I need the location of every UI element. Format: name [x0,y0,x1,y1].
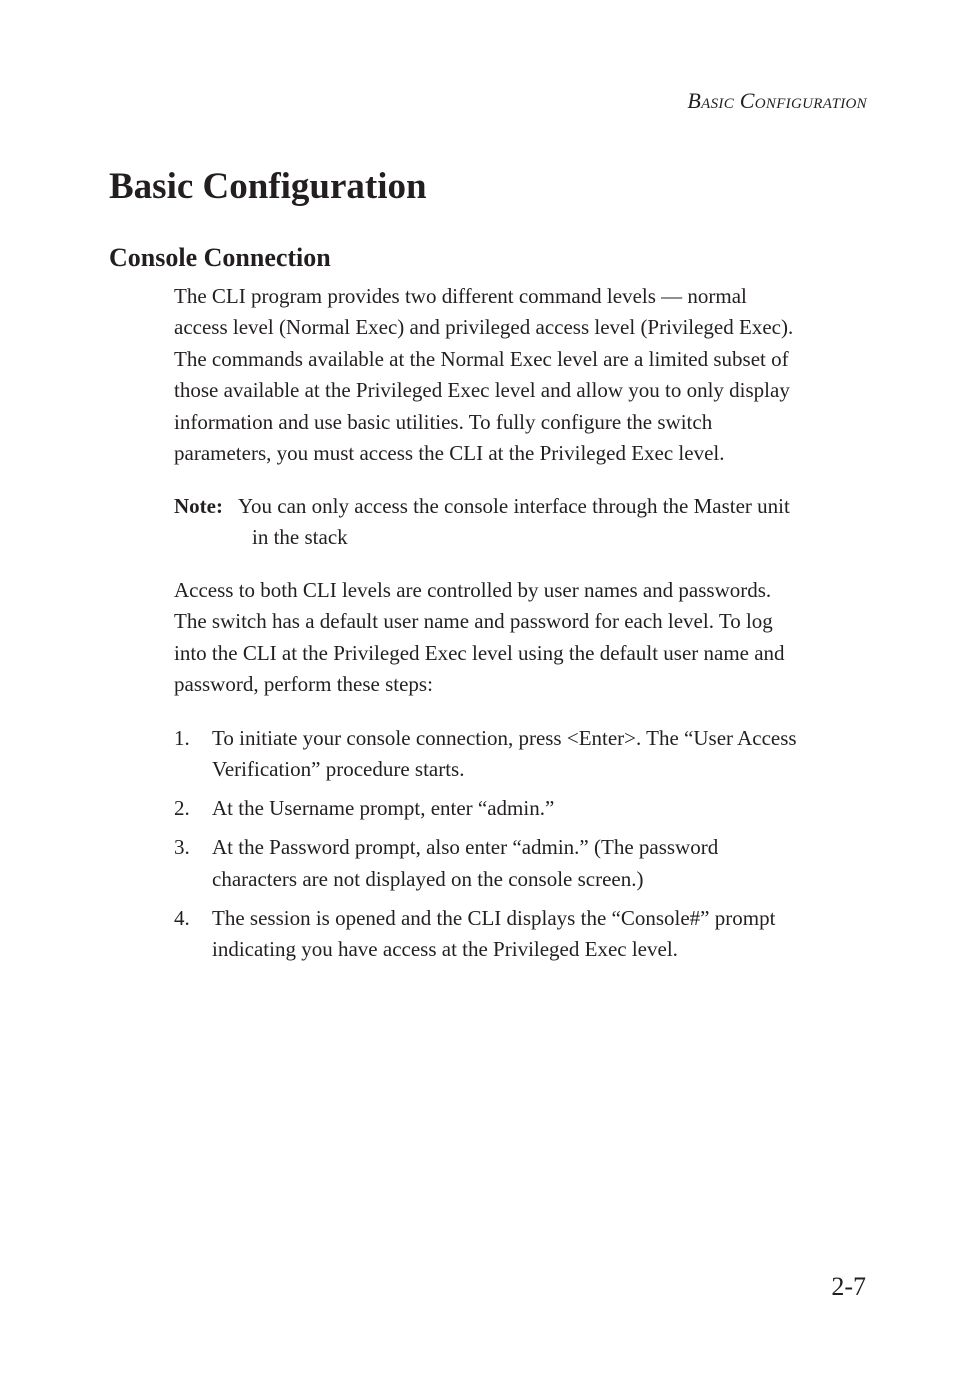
paragraph-line: into the CLI at the Privileged Exec level using the default user name and [174,640,785,665]
step-line: characters are not displayed on the console screen.) [212,866,644,891]
note-line-1 [174,491,874,522]
list-item [174,903,874,966]
step-line: Verification” procedure starts. [212,757,465,782]
step-line: At the Username prompt, enter “admin.” [212,796,555,821]
page-title: Basic Configuration [109,166,427,207]
paragraph-line: password, perform these steps: [174,672,433,697]
step-number: 1. [174,726,190,750]
paragraph-line: parameters, you must access the CLI at the Privileged Exec level. [174,441,725,466]
note-block [174,491,874,554]
step-number: 2. [174,796,190,821]
login-paragraph [174,575,874,701]
list-item [174,793,874,824]
list-item [174,832,874,895]
step-line: At the Password prompt, also enter “admin.” (The password [212,835,719,860]
step-line: To initiate your console connection, press <Enter>. The “User Access [212,726,797,750]
note-label: Note: [174,494,223,518]
paragraph-line: The commands available at the Normal Exec level are a limited subset of [174,346,789,371]
paragraph-line: The CLI program provides two different command levels — normal [174,284,747,308]
paragraph-line: information and use basic utilities. To fully configure the switch [174,409,713,434]
paragraph-line: Access to both CLI levels are controlled by user names and passwords. [174,578,772,602]
list-item [174,723,874,786]
page-number: 2-7 [831,1272,866,1301]
step-number: 3. [174,835,190,860]
intro-paragraph [174,281,874,469]
note-text: You can only access the console interface through the Master unit [237,494,790,518]
note-line-2: in the stack [252,525,348,550]
paragraph-line: those available at the Privileged Exec level and allow you to only display [174,378,790,403]
paragraph-line: access level (Normal Exec) and privileged access level (Privileged Exec). [174,315,794,340]
paragraph-line: The switch has a default user name and password for each level. To log [174,609,773,634]
step-line: The session is opened and the CLI displays the “Console#” prompt [212,905,776,930]
step-line: indicating you have access at the Privileged Exec level. [212,937,678,962]
running-header: Basic Configuration [687,88,867,113]
steps-list [174,723,874,973]
step-number: 4. [174,905,190,930]
section-title: Console Connection [109,243,331,272]
